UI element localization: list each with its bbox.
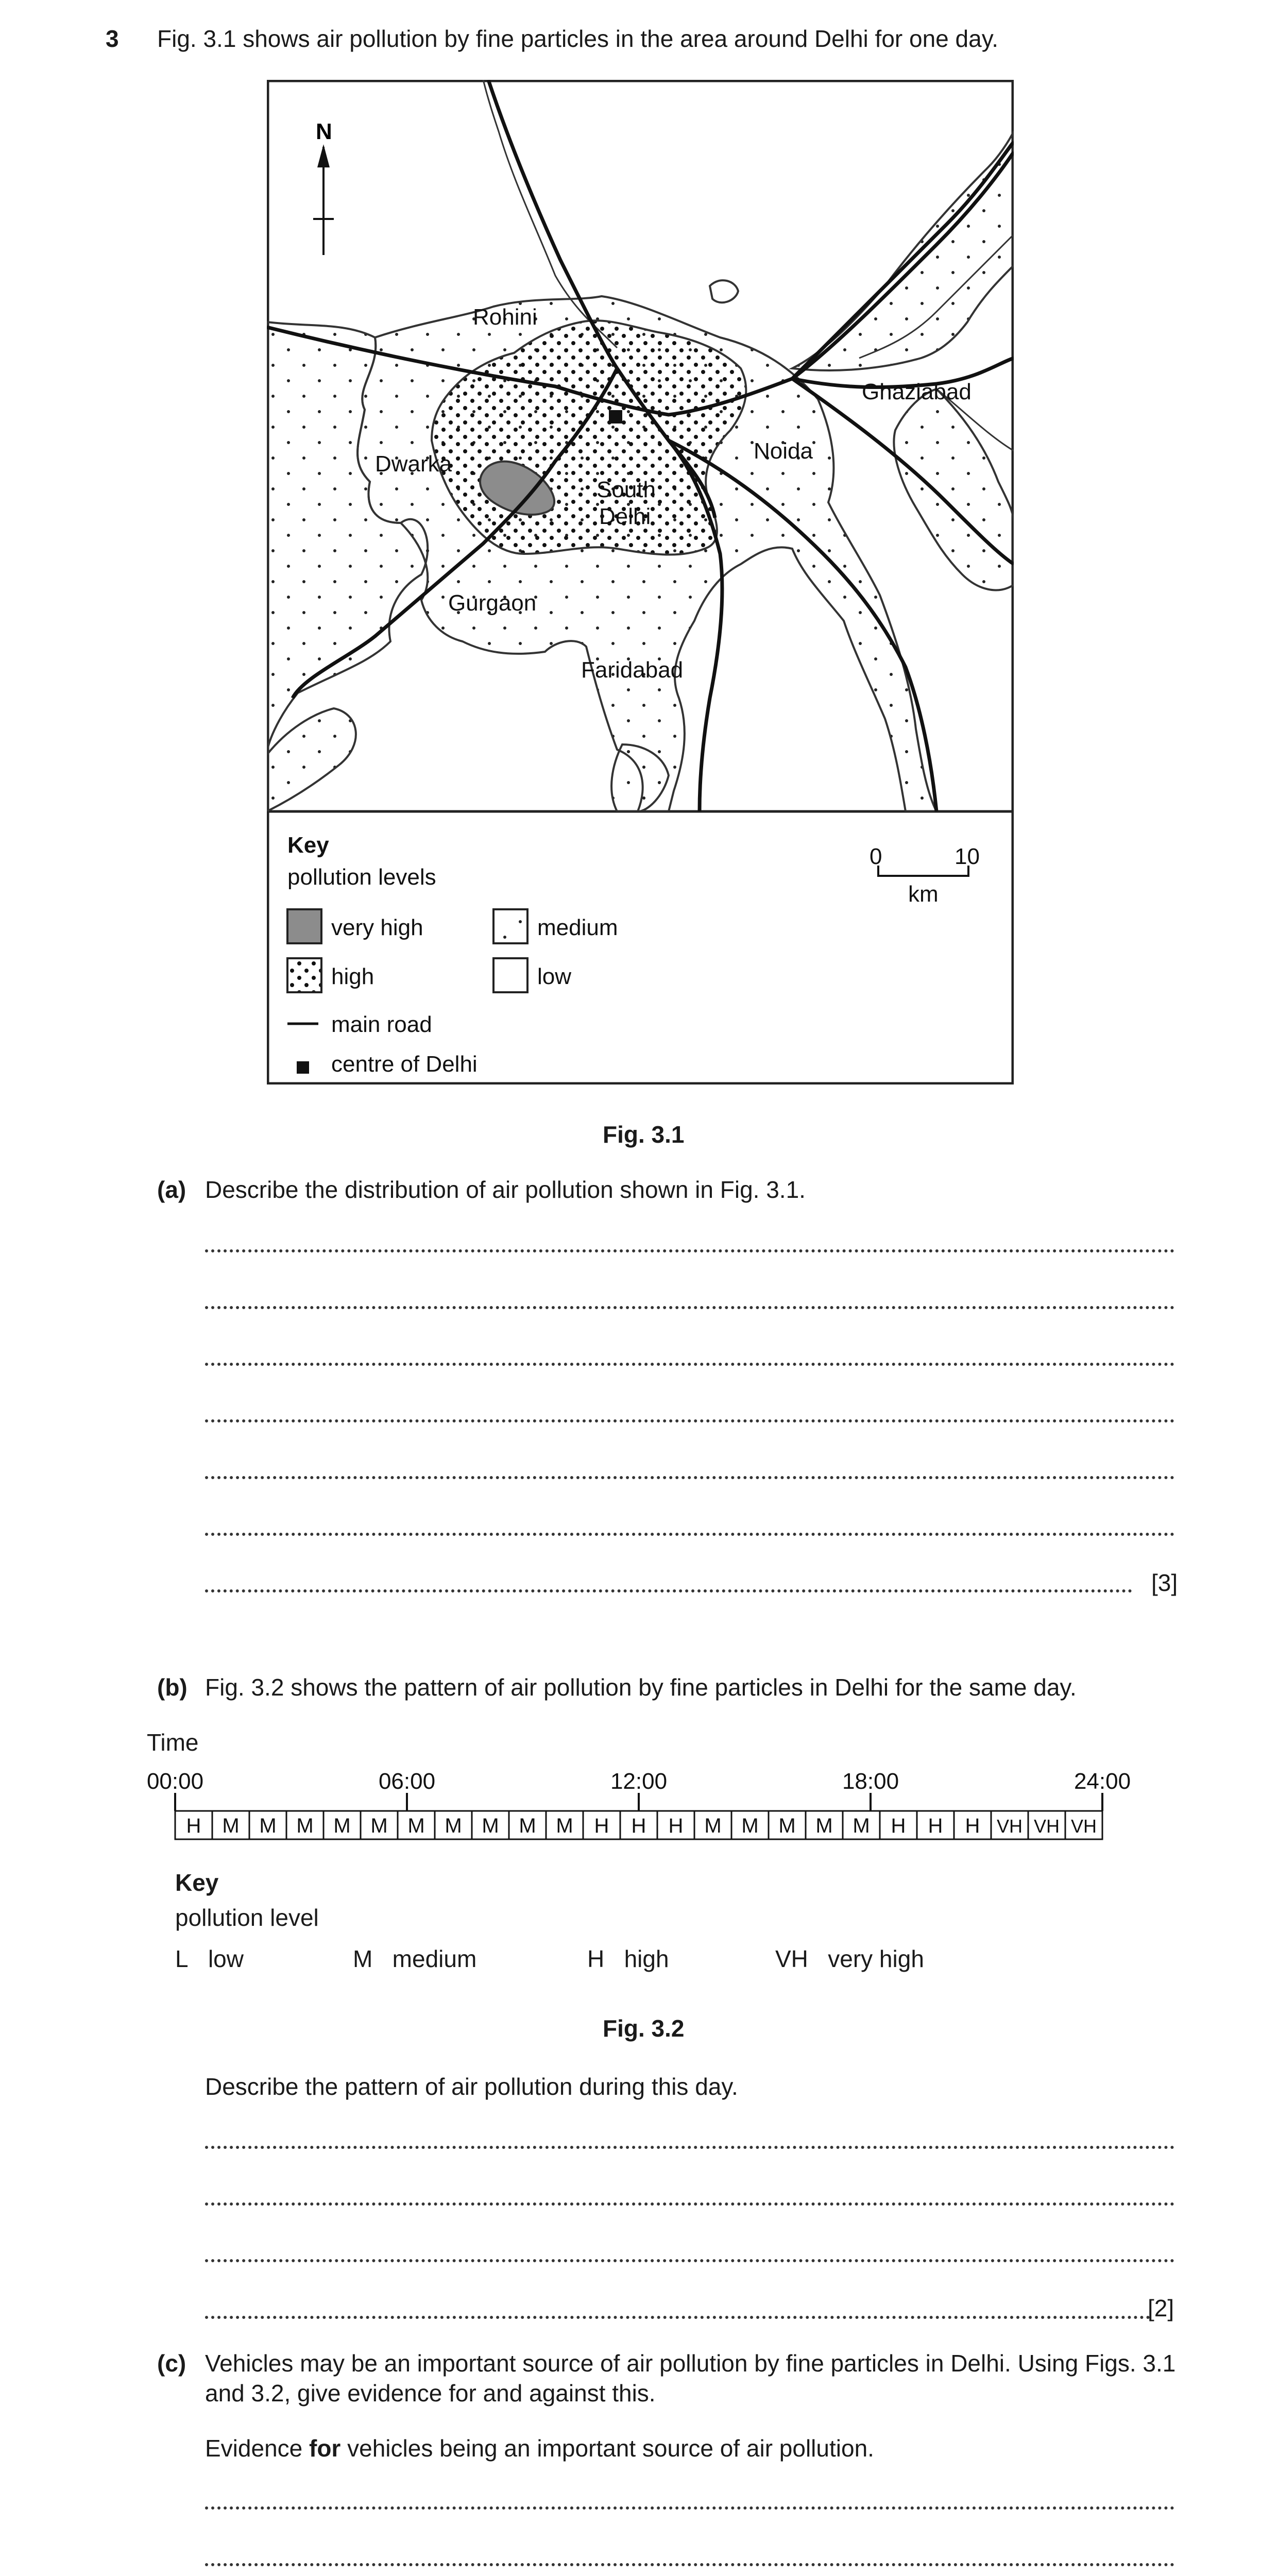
timeline-time-label: Time [147, 1729, 199, 1756]
map-key-title: Key [287, 833, 329, 858]
answer-line[interactable] [205, 1363, 1174, 1366]
timeline-hour-level: H [668, 1815, 684, 1837]
key-low: low [537, 964, 572, 989]
timeline-hour-level: VH [1070, 1816, 1097, 1837]
place-faridabad: Faridabad [581, 657, 684, 683]
timeline-hour-level: H [186, 1815, 201, 1837]
timeline-tick-label: 00:00 [146, 1769, 204, 1794]
timeline-hour-level: H [631, 1815, 646, 1837]
timeline-hour-level: H [965, 1815, 980, 1837]
timeline-hour-level: M [741, 1815, 759, 1837]
part-b-label: (b) [157, 1674, 188, 1701]
answer-line[interactable] [205, 1306, 1174, 1309]
fig32-timeline [139, 1762, 1149, 1855]
answer-line[interactable] [205, 1249, 1174, 1252]
scale-ten: 10 [955, 844, 980, 869]
timeline-hour-level: H [928, 1815, 943, 1837]
key-swatch-medium [493, 909, 527, 943]
timeline-hour-level: H [891, 1815, 906, 1837]
part-c-text-line2: and 3.2, give evidence for and against this. [205, 2380, 656, 2406]
question-number: 3 [106, 25, 119, 52]
answer-line[interactable] [205, 1419, 1174, 1422]
place-delhi: Delhi [599, 504, 651, 529]
timeline-hour-level: M [482, 1815, 499, 1837]
timeline-hour-level: M [853, 1815, 870, 1837]
fig32-caption: Fig. 3.2 [603, 2015, 685, 2042]
scale-zero: 0 [870, 844, 882, 869]
part-a-text: Describe the distribution of air pollution shown in Fig. 3.1. [205, 1176, 806, 1203]
timeline-tick-label: 06:00 [378, 1769, 436, 1794]
timeline-hour-level: M [704, 1815, 722, 1837]
timeline-tick-label: 12:00 [610, 1769, 668, 1794]
part-b-marks: [2] [1148, 2295, 1174, 2321]
legend-very-high: VH very high [775, 1945, 924, 1972]
key-swatch-very-high [287, 909, 321, 943]
part-c-label: (c) [157, 2350, 186, 2377]
timeline-hour-level: M [370, 1815, 388, 1837]
answer-line[interactable] [205, 2146, 1174, 2149]
answer-line[interactable] [205, 2202, 1174, 2206]
key-very-high: very high [331, 915, 423, 940]
key-swatch-low [493, 958, 527, 992]
part-b-text: Fig. 3.2 shows the pattern of air pollution by fine particles in Delhi for the same day. [205, 1674, 1077, 1701]
timeline-tick-label: 18:00 [842, 1769, 899, 1794]
place-noida: Noida [754, 438, 813, 464]
timeline-hour-level: M [222, 1815, 240, 1837]
answer-line[interactable] [205, 2506, 1174, 2510]
key-swatch-high [287, 958, 321, 992]
fig31-caption: Fig. 3.1 [603, 1121, 685, 1148]
scale-unit: km [908, 882, 939, 907]
timeline-hour-level: M [519, 1815, 536, 1837]
part-a-marks: [3] [1151, 1569, 1178, 1596]
timeline-hour-level: M [815, 1815, 833, 1837]
timeline-hour-level: M [333, 1815, 351, 1837]
key-main-road: main road [331, 1012, 432, 1037]
timeline-hour-level: H [594, 1815, 609, 1837]
place-rohini: Rohini [473, 304, 537, 330]
key-centre-marker [297, 1061, 309, 1074]
map-figure [267, 80, 1014, 1084]
key-medium: medium [537, 915, 618, 940]
timeline-hour-level: M [556, 1815, 573, 1837]
part-c-text-line1: Vehicles may be an important source of air pollution by fine particles in Delhi. Using Figs. 3.1 [205, 2350, 1176, 2377]
timeline-tick-label: 24:00 [1073, 1769, 1131, 1794]
timeline-hour-level: VH [1033, 1816, 1060, 1837]
answer-line[interactable] [205, 2259, 1174, 2262]
fig32-key-title: Key [175, 1869, 219, 1896]
place-ghaziabad: Ghaziabad [862, 379, 972, 404]
answer-line[interactable] [205, 1533, 1174, 1536]
place-dwarka: Dwarka [375, 451, 452, 477]
question-intro: Fig. 3.1 shows air pollution by fine particles in the area around Delhi for one day. [157, 25, 999, 52]
answer-line[interactable] [205, 1476, 1174, 1479]
place-south: South [597, 477, 656, 502]
evidence-for-prompt: Evidence for vehicles being an important source of air pollution. [205, 2435, 874, 2462]
key-centre: centre of Delhi [331, 1052, 478, 1077]
timeline-hour-level: M [778, 1815, 796, 1837]
legend-low: L low [175, 1945, 244, 1972]
timeline-hour-level: M [407, 1815, 425, 1837]
map-key-subtitle: pollution levels [287, 865, 436, 890]
part-b-question: Describe the pattern of air pollution during this day. [205, 2073, 738, 2100]
centre-of-delhi-marker [609, 410, 622, 423]
fig32-key-subtitle: pollution level [175, 1904, 319, 1931]
timeline-hour-level: VH [996, 1816, 1023, 1837]
legend-high: H high [587, 1945, 669, 1972]
answer-line[interactable] [205, 1589, 1132, 1592]
timeline-hour-level: M [259, 1815, 277, 1837]
answer-line[interactable] [205, 2563, 1174, 2566]
timeline-hour-level: M [445, 1815, 462, 1837]
part-a-label: (a) [157, 1176, 186, 1203]
timeline-hour-level: M [296, 1815, 314, 1837]
legend-medium: M medium [353, 1945, 477, 1972]
answer-line[interactable] [205, 2316, 1150, 2319]
north-label: N [316, 119, 332, 144]
place-gurgaon: Gurgaon [448, 590, 537, 616]
key-high: high [331, 964, 374, 989]
